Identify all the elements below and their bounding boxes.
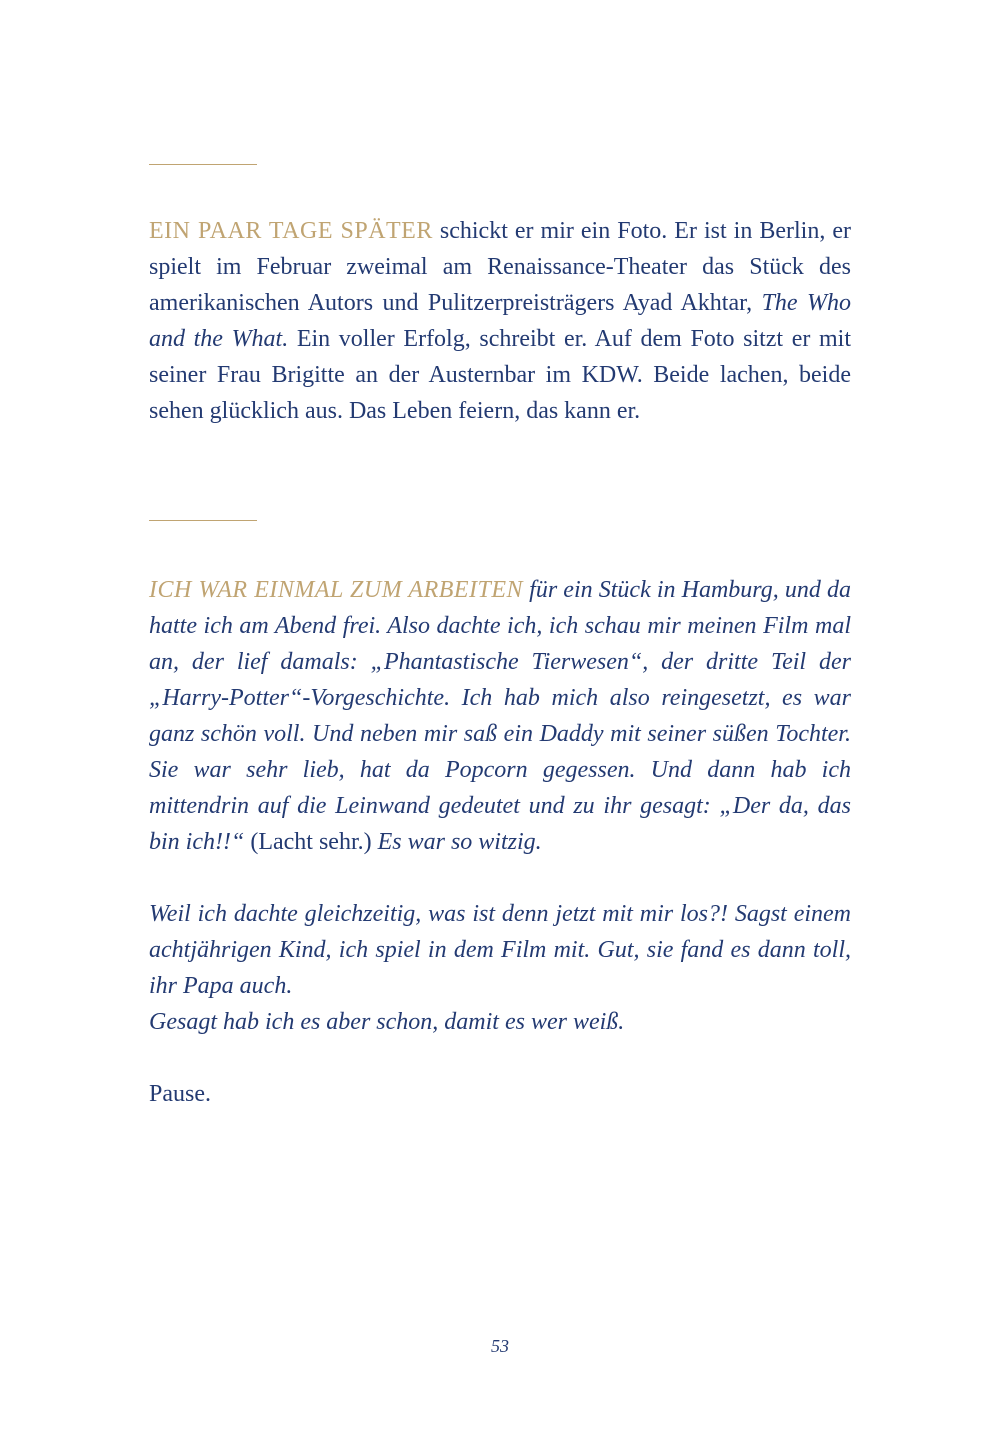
pause-text: Pause. [149, 1081, 211, 1107]
play-title: The Who and the What. [149, 290, 851, 352]
section-divider-1 [149, 164, 257, 165]
section-lead-1: EIN PAAR TAGE SPÄTER [149, 218, 433, 244]
pause-line [149, 1076, 851, 1112]
quote-text: Es war so witzig. [371, 829, 542, 855]
quote-text: Gesagt hab ich es aber schon, damit es wer weiß. [149, 1009, 625, 1035]
paragraph-section-2 [149, 572, 851, 860]
paragraph-section-2c [149, 1004, 851, 1040]
page-number: 53 [491, 1336, 509, 1356]
stage-direction: (Lacht sehr.) [244, 829, 372, 855]
paragraph-text: Ein voller Erfolg, schreibt er. Auf dem Foto sitzt er mit seiner Frau Brigitte an der Austernbar im KDW. Beide lachen, beide sehen glücklich aus. Das Leben feiern, das kann er. [149, 326, 851, 424]
quote-text: Weil ich dachte gleichzeitig, was ist denn jetzt mit mir los?! Sagst einem achtjährigen Kind, ich spiel in dem Film mit. Gut, sie fand es dann toll, ihr Papa auch. [149, 901, 851, 999]
section-lead-2: ICH WAR EINMAL ZUM ARBEITEN [149, 577, 524, 603]
quote-text: für ein Stück in Hamburg, und da hatte ich am Abend frei. Also dachte ich, ich schau mir meinen Film mal an, der lief damals: „Phantastische Tierwesen“, der dritte Teil der „Harry-Potter“-Vorgeschichte. Ich hab mich also reingesetzt, es war ganz schön voll. Und neben mir saß ein Daddy mit seiner süßen Tochter. Sie war sehr lieb, hat da Popcorn gegessen. Und dann hab ich mittendrin auf die Leinwand gedeutet und zu ihr gesagt: „Der da, das bin ich!!“ [149, 577, 851, 855]
paragraph-section-2b [149, 896, 851, 1004]
paragraph-section-1 [149, 213, 851, 429]
paragraph-text: schickt er mir ein Foto. Er ist in Berlin, er spielt im Februar zweimal am Renaissance-Theater das Stück des amerikanischen Autors und Pulitzerpreisträgers Ayad Akhtar, [149, 218, 851, 316]
section-divider-2 [149, 520, 257, 521]
